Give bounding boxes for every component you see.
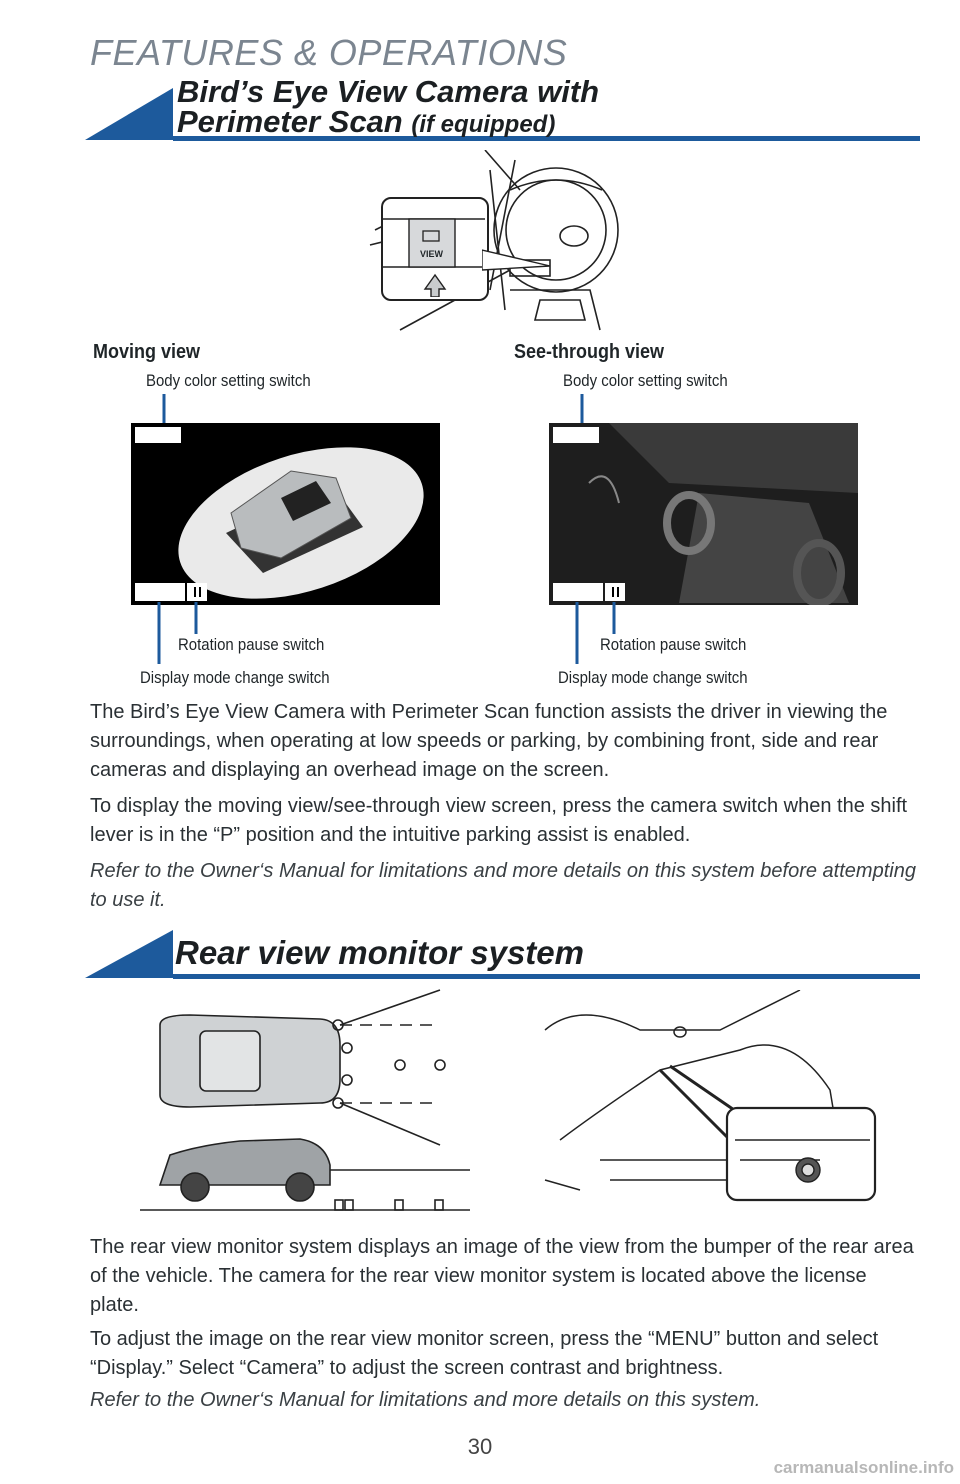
title-line-1: Bird’s Eye View Camera with — [177, 74, 600, 109]
title-suffix: (if equipped) — [411, 111, 556, 138]
birdseye-paragraph-2: To display the moving view/see-through view screen, press the camera switch when the shift lever is in the “P” position and the intuitive parking assist is enabled. — [90, 795, 908, 846]
rear-camera-illustration — [540, 990, 880, 1205]
see-through-body-color-label: Body color setting switch — [563, 371, 728, 390]
page-number: 30 — [467, 1434, 493, 1459]
title-banner-birdseye — [85, 74, 920, 148]
birdseye-paragraph-1: The Bird’s Eye View Camera with Perimeter Scan function assists the driver in viewing the surroundings, when operating at low speeds or parking, by combining front, side and rear cameras and displaying an overhead image on the screen. — [90, 701, 888, 781]
see-through-screen — [549, 423, 858, 605]
rear-paragraph-1: The rear view monitor system displays an image of the view from the bumper of the rear area of the vehicle. The camera for the rear view monitor system is located above the license plate. — [90, 1236, 914, 1316]
moving-view-image — [131, 423, 440, 605]
view-button-drawing — [381, 197, 485, 297]
see-through-bottom-leaders — [568, 598, 628, 668]
title-banner-rear-view — [85, 930, 920, 982]
moving-view-screen — [131, 423, 440, 605]
rear-paragraph-2: To adjust the image on the rear view monitor screen, press the “MENU” button and select “Display.” Select “Camera” to adjust the screen contrast and brightness. — [90, 1328, 879, 1379]
view-button-callout — [381, 197, 489, 301]
title-main: Perimeter Scan — [177, 104, 403, 139]
rear-view-title: Rear view monitor system — [175, 934, 584, 971]
moving-body-color-label: Body color setting switch — [146, 371, 311, 390]
car-top-side-illustration — [140, 985, 470, 1215]
moving-display-mode-label: Display mode change switch — [140, 668, 330, 687]
see-through-heading: See-through view — [514, 341, 665, 363]
watermark: carmanualsonline.info — [773, 1458, 954, 1477]
see-through-image — [549, 423, 858, 605]
section-label: FEATURES & OPERATIONS — [90, 32, 568, 73]
see-through-display-mode-label: Display mode change switch — [558, 668, 748, 687]
moving-rotation-label: Rotation pause switch — [178, 635, 325, 654]
view-button-label: VIEW — [420, 249, 444, 259]
birdseye-note: Refer to the Owner‘s Manual for limitations and more details on this system before attempting to use it. — [90, 860, 916, 911]
see-through-rotation-label: Rotation pause switch — [600, 635, 747, 654]
rear-note: Refer to the Owner‘s Manual for limitations and more details on this system. — [90, 1389, 761, 1411]
title-line-2 — [177, 106, 555, 141]
callout-pointer — [482, 240, 552, 280]
moving-bottom-leaders — [150, 598, 210, 668]
moving-view-heading: Moving view — [93, 341, 201, 363]
